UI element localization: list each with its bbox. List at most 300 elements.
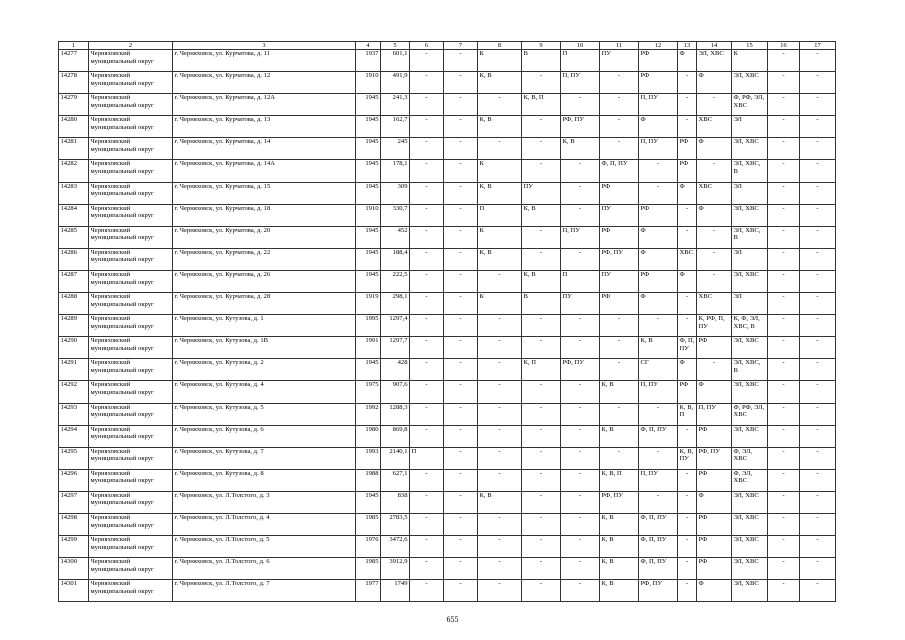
col-11-cell: - (600, 138, 639, 160)
registry-sheet (58, 41, 836, 602)
col-12-cell: Ф (639, 226, 678, 248)
district-cell: Черняховский муниципальный округ (89, 425, 173, 447)
col-12-cell: РФ (639, 270, 678, 292)
col-6-cell: - (410, 270, 444, 292)
year-built-cell: 1976 (356, 536, 381, 558)
record-number-cell: 14281 (59, 138, 89, 160)
record-number-cell: 14279 (59, 94, 89, 116)
col-7-cell: - (444, 536, 478, 558)
address-cell: г. Черняховск, ул. Курчатова, д. 14А (173, 160, 356, 182)
col-14-cell: Ф (697, 381, 732, 403)
col-16-cell: - (768, 160, 800, 182)
record-number-cell: 14292 (59, 381, 89, 403)
col-16-cell: - (768, 580, 800, 602)
col-16-cell: - (768, 94, 800, 116)
col-15-cell: Ф, РФ, ЭЛ, ХВС (732, 403, 768, 425)
area-cell: 869,8 (381, 425, 410, 447)
col-8-cell: К, В (478, 248, 522, 270)
col-13-cell: - (678, 513, 697, 535)
col-17-cell: - (800, 359, 836, 381)
col-11-cell: - (600, 72, 639, 94)
col-16-cell: - (768, 293, 800, 315)
district-cell: Черняховский муниципальный округ (89, 293, 173, 315)
col-17-cell: - (800, 204, 836, 226)
col-11-cell: - (600, 447, 639, 469)
table-row (59, 359, 836, 381)
col-15-cell: ЭЛ, ХВС (732, 491, 768, 513)
column-number-header: 13 (678, 42, 697, 50)
year-built-cell: 1945 (356, 248, 381, 270)
col-6-cell: - (410, 469, 444, 491)
year-built-cell: 1975 (356, 381, 381, 403)
col-9-cell: В (522, 50, 561, 72)
col-9-cell: - (522, 491, 561, 513)
col-6-cell: - (410, 359, 444, 381)
col-7-cell: - (444, 204, 478, 226)
table-row (59, 248, 836, 270)
col-13-cell: - (678, 580, 697, 602)
record-number-cell: 14301 (59, 580, 89, 602)
district-cell: Черняховский муниципальный округ (89, 204, 173, 226)
col-12-cell: - (639, 315, 678, 337)
address-cell: г. Черняховск, ул. Кутузова, д. 1В (173, 337, 356, 359)
col-8-cell: - (478, 469, 522, 491)
col-12-cell: Ф, П, ПУ (639, 558, 678, 580)
col-9-cell: К, В (522, 204, 561, 226)
col-14-cell: К, РФ, П, ПУ (697, 315, 732, 337)
col-8-cell: - (478, 558, 522, 580)
col-13-cell: К, В, П (678, 403, 697, 425)
table-row (59, 204, 836, 226)
col-12-cell: - (639, 447, 678, 469)
col-17-cell: - (800, 226, 836, 248)
col-14-cell: Ф (697, 580, 732, 602)
col-11-cell: РФ (600, 226, 639, 248)
col-16-cell: - (768, 138, 800, 160)
district-cell: Черняховский муниципальный округ (89, 270, 173, 292)
col-7-cell: - (444, 580, 478, 602)
col-9-cell: - (522, 580, 561, 602)
col-17-cell: - (800, 248, 836, 270)
year-built-cell: 1945 (356, 116, 381, 138)
column-number-header: 4 (356, 42, 381, 50)
table-row (59, 469, 836, 491)
area-cell: 1297,7 (381, 337, 410, 359)
col-17-cell: - (800, 337, 836, 359)
col-8-cell: - (478, 315, 522, 337)
col-17-cell: - (800, 72, 836, 94)
record-number-cell: 14278 (59, 72, 89, 94)
col-12-cell: Ф (639, 248, 678, 270)
col-10-cell: РФ, ПУ (561, 116, 600, 138)
col-13-cell: Ф, П, ПУ (678, 337, 697, 359)
district-cell: Черняховский муниципальный округ (89, 381, 173, 403)
address-cell: г. Черняховск, ул. Курчатова, д. 26 (173, 270, 356, 292)
table-row (59, 138, 836, 160)
table-row (59, 116, 836, 138)
record-number-cell: 14284 (59, 204, 89, 226)
col-14-cell: - (697, 248, 732, 270)
district-cell: Черняховский муниципальный округ (89, 580, 173, 602)
col-15-cell: ЭЛ, ХВС (732, 337, 768, 359)
col-13-cell: - (678, 425, 697, 447)
col-10-cell: П, ПУ (561, 72, 600, 94)
col-14-cell: РФ (697, 425, 732, 447)
district-cell: Черняховский муниципальный округ (89, 226, 173, 248)
area-cell: 241,3 (381, 94, 410, 116)
col-7-cell: - (444, 160, 478, 182)
col-15-cell: ЭЛ, ХВС (732, 381, 768, 403)
year-built-cell: 1945 (356, 491, 381, 513)
col-15-cell: ЭЛ (732, 182, 768, 204)
year-built-cell: 1993 (356, 447, 381, 469)
area-cell: 601,1 (381, 50, 410, 72)
year-built-cell: 1945 (356, 160, 381, 182)
address-cell: г. Черняховск, ул. Курчатова, д. 13 (173, 116, 356, 138)
col-17-cell: - (800, 469, 836, 491)
col-11-cell: К, В (600, 425, 639, 447)
col-8-cell: - (478, 138, 522, 160)
col-10-cell: - (561, 491, 600, 513)
table-row (59, 226, 836, 248)
col-16-cell: - (768, 315, 800, 337)
area-cell: 245 (381, 138, 410, 160)
table-row (59, 447, 836, 469)
col-11-cell: - (600, 116, 639, 138)
col-8-cell: П (478, 204, 522, 226)
col-14-cell: П, ПУ (697, 403, 732, 425)
col-7-cell: - (444, 513, 478, 535)
year-built-cell: 1980 (356, 425, 381, 447)
table-row (59, 558, 836, 580)
col-6-cell: - (410, 138, 444, 160)
col-14-cell: РФ (697, 536, 732, 558)
address-cell: г. Черняховск, ул. Л.Толстого, д. 3 (173, 491, 356, 513)
record-number-cell: 14294 (59, 425, 89, 447)
col-17-cell: - (800, 580, 836, 602)
area-cell: 298,1 (381, 293, 410, 315)
col-16-cell: - (768, 337, 800, 359)
column-number-row (59, 42, 836, 50)
col-7-cell: - (444, 72, 478, 94)
col-13-cell: - (678, 94, 697, 116)
col-10-cell: - (561, 580, 600, 602)
col-8-cell: - (478, 447, 522, 469)
table-row (59, 293, 836, 315)
col-17-cell: - (800, 116, 836, 138)
col-13-cell: - (678, 226, 697, 248)
col-16-cell: - (768, 270, 800, 292)
col-11-cell: Ф, П, ПУ (600, 160, 639, 182)
year-built-cell: 1945 (356, 226, 381, 248)
col-13-cell: Ф (678, 50, 697, 72)
record-number-cell: 14289 (59, 315, 89, 337)
address-cell: г. Черняховск, ул. Курчатова, д. 15 (173, 182, 356, 204)
address-cell: г. Черняховск, ул. Кутузова, д. 2 (173, 359, 356, 381)
col-11-cell: К, В (600, 580, 639, 602)
col-13-cell: - (678, 204, 697, 226)
registry-table-body (59, 50, 836, 602)
address-cell: г. Черняховск, ул. Кутузова, д. 8 (173, 469, 356, 491)
col-8-cell: К, В (478, 116, 522, 138)
area-cell: 222,5 (381, 270, 410, 292)
district-cell: Черняховский муниципальный округ (89, 403, 173, 425)
column-number-header: 10 (561, 42, 600, 50)
col-17-cell: - (800, 381, 836, 403)
col-9-cell: - (522, 447, 561, 469)
col-15-cell: ЭЛ, ХВС, В (732, 226, 768, 248)
col-17-cell: - (800, 270, 836, 292)
col-13-cell: - (678, 558, 697, 580)
col-8-cell: - (478, 403, 522, 425)
col-6-cell: - (410, 558, 444, 580)
col-9-cell: - (522, 116, 561, 138)
col-11-cell: РФ, ПУ (600, 248, 639, 270)
column-number-header: 12 (639, 42, 678, 50)
col-8-cell: - (478, 337, 522, 359)
table-row (59, 182, 836, 204)
record-number-cell: 14288 (59, 293, 89, 315)
col-13-cell: ХВС (678, 248, 697, 270)
col-9-cell: К, В (522, 270, 561, 292)
col-17-cell: - (800, 50, 836, 72)
district-cell: Черняховский муниципальный округ (89, 469, 173, 491)
col-15-cell: ЭЛ, ХВС (732, 138, 768, 160)
col-17-cell: - (800, 293, 836, 315)
col-6-cell: - (410, 381, 444, 403)
col-7-cell: - (444, 447, 478, 469)
record-number-cell: 14287 (59, 270, 89, 292)
column-number-header: 3 (173, 42, 356, 50)
table-row (59, 315, 836, 337)
area-cell: 1297,4 (381, 315, 410, 337)
area-cell: 428 (381, 359, 410, 381)
col-16-cell: - (768, 403, 800, 425)
col-13-cell: Ф (678, 182, 697, 204)
col-15-cell: ЭЛ, ХВС (732, 513, 768, 535)
column-number-header: 8 (478, 42, 522, 50)
col-9-cell: - (522, 513, 561, 535)
col-6-cell: - (410, 72, 444, 94)
col-16-cell: - (768, 116, 800, 138)
col-15-cell: ЭЛ, ХВС, В (732, 160, 768, 182)
record-number-cell: 14297 (59, 491, 89, 513)
col-15-cell: ЭЛ, ХВС (732, 270, 768, 292)
col-12-cell: РФ (639, 72, 678, 94)
record-number-cell: 14282 (59, 160, 89, 182)
year-built-cell: 1991 (356, 337, 381, 359)
col-12-cell: - (639, 160, 678, 182)
area-cell: 309 (381, 182, 410, 204)
address-cell: г. Черняховск, ул. Курчатова, д. 18 (173, 204, 356, 226)
col-8-cell: - (478, 425, 522, 447)
col-9-cell: - (522, 337, 561, 359)
table-row (59, 337, 836, 359)
col-6-cell: - (410, 204, 444, 226)
col-16-cell: - (768, 469, 800, 491)
address-cell: г. Черняховск, ул. Кутузова, д. 6 (173, 425, 356, 447)
district-cell: Черняховский муниципальный округ (89, 447, 173, 469)
col-6-cell: - (410, 403, 444, 425)
col-16-cell: - (768, 226, 800, 248)
record-number-cell: 14299 (59, 536, 89, 558)
col-14-cell: Ф (697, 491, 732, 513)
col-7-cell: - (444, 116, 478, 138)
col-15-cell: ЭЛ (732, 293, 768, 315)
col-16-cell: - (768, 447, 800, 469)
col-14-cell: РФ (697, 558, 732, 580)
col-10-cell: - (561, 558, 600, 580)
table-row (59, 536, 836, 558)
col-8-cell: К (478, 293, 522, 315)
area-cell: 838 (381, 491, 410, 513)
year-built-cell: 1919 (356, 293, 381, 315)
area-cell: 2783,5 (381, 513, 410, 535)
record-number-cell: 14298 (59, 513, 89, 535)
year-built-cell: 1910 (356, 204, 381, 226)
table-row (59, 403, 836, 425)
col-6-cell: - (410, 116, 444, 138)
year-built-cell: 1945 (356, 138, 381, 160)
year-built-cell: 1992 (356, 403, 381, 425)
address-cell: г. Черняховск, ул. Кутузова, д. 4 (173, 381, 356, 403)
col-9-cell: - (522, 403, 561, 425)
col-14-cell: ХВС (697, 116, 732, 138)
col-12-cell: К, В (639, 337, 678, 359)
column-number-header: 2 (89, 42, 173, 50)
col-8-cell: - (478, 270, 522, 292)
col-12-cell: - (639, 403, 678, 425)
col-17-cell: - (800, 536, 836, 558)
col-13-cell: К, В, ПУ (678, 447, 697, 469)
column-number-header: 6 (410, 42, 444, 50)
col-6-cell: - (410, 425, 444, 447)
col-11-cell: ПУ (600, 204, 639, 226)
col-17-cell: - (800, 447, 836, 469)
area-cell: 1288,3 (381, 403, 410, 425)
record-number-cell: 14285 (59, 226, 89, 248)
col-7-cell: - (444, 381, 478, 403)
year-built-cell: 1985 (356, 513, 381, 535)
col-10-cell: - (561, 94, 600, 116)
col-6-cell: - (410, 248, 444, 270)
year-built-cell: 1995 (356, 315, 381, 337)
col-6-cell: - (410, 226, 444, 248)
year-built-cell: 1945 (356, 182, 381, 204)
col-12-cell: Ф, П, ПУ (639, 425, 678, 447)
col-16-cell: - (768, 425, 800, 447)
column-number-header: 15 (732, 42, 768, 50)
col-12-cell: СГ (639, 359, 678, 381)
col-13-cell: РФ (678, 138, 697, 160)
col-12-cell: П, ПУ (639, 381, 678, 403)
col-7-cell: - (444, 337, 478, 359)
col-9-cell: К, В, П (522, 94, 561, 116)
address-cell: г. Черняховск, ул. Л.Толстого, д. 5 (173, 536, 356, 558)
col-12-cell: П, ПУ (639, 469, 678, 491)
col-17-cell: - (800, 160, 836, 182)
col-7-cell: - (444, 359, 478, 381)
col-7-cell: - (444, 558, 478, 580)
table-row (59, 94, 836, 116)
col-11-cell: - (600, 315, 639, 337)
address-cell: г. Черняховск, ул. Курчатова, д. 14 (173, 138, 356, 160)
col-16-cell: - (768, 558, 800, 580)
col-9-cell: ПУ (522, 182, 561, 204)
col-8-cell: - (478, 381, 522, 403)
col-16-cell: - (768, 536, 800, 558)
col-16-cell: - (768, 72, 800, 94)
col-10-cell: - (561, 425, 600, 447)
col-10-cell: РФ, ПУ (561, 359, 600, 381)
col-13-cell: Ф (678, 359, 697, 381)
col-14-cell: РФ, ПУ (697, 447, 732, 469)
col-13-cell: - (678, 315, 697, 337)
table-row (59, 270, 836, 292)
record-number-cell: 14295 (59, 447, 89, 469)
area-cell: 491,9 (381, 72, 410, 94)
col-17-cell: - (800, 425, 836, 447)
col-8-cell: К (478, 226, 522, 248)
col-13-cell: РФ (678, 160, 697, 182)
district-cell: Черняховский муниципальный округ (89, 558, 173, 580)
col-13-cell: - (678, 116, 697, 138)
col-15-cell: К (732, 50, 768, 72)
area-cell: 2140,1 (381, 447, 410, 469)
col-15-cell: Ф, ЭЛ, ХВС (732, 447, 768, 469)
district-cell: Черняховский муниципальный округ (89, 72, 173, 94)
table-row (59, 580, 836, 602)
col-16-cell: - (768, 513, 800, 535)
col-10-cell: - (561, 403, 600, 425)
col-17-cell: - (800, 558, 836, 580)
record-number-cell: 14286 (59, 248, 89, 270)
table-row (59, 425, 836, 447)
area-cell: 3472,6 (381, 536, 410, 558)
col-9-cell: - (522, 558, 561, 580)
col-16-cell: - (768, 381, 800, 403)
col-10-cell: - (561, 536, 600, 558)
col-9-cell: - (522, 536, 561, 558)
col-15-cell: ЭЛ (732, 116, 768, 138)
col-9-cell: - (522, 381, 561, 403)
record-number-cell: 14280 (59, 116, 89, 138)
record-number-cell: 14283 (59, 182, 89, 204)
year-built-cell: 1977 (356, 580, 381, 602)
district-cell: Черняховский муниципальный округ (89, 50, 173, 72)
year-built-cell: 1937 (356, 50, 381, 72)
col-9-cell: В (522, 293, 561, 315)
col-14-cell: РФ (697, 469, 732, 491)
col-6-cell: - (410, 513, 444, 535)
column-number-header: 14 (697, 42, 732, 50)
col-16-cell: - (768, 491, 800, 513)
address-cell: г. Черняховск, ул. Курчатова, д. 22 (173, 248, 356, 270)
col-8-cell: К, В (478, 72, 522, 94)
col-12-cell: РФ (639, 204, 678, 226)
address-cell: г. Черняховск, ул. Кутузова, д. 1 (173, 315, 356, 337)
col-14-cell: - (697, 359, 732, 381)
district-cell: Черняховский муниципальный округ (89, 116, 173, 138)
col-7-cell: - (444, 403, 478, 425)
col-15-cell: К, Ф, ЭЛ, ХВС, В (732, 315, 768, 337)
area-cell: 3912,9 (381, 558, 410, 580)
col-9-cell: - (522, 160, 561, 182)
area-cell: 188,4 (381, 248, 410, 270)
col-10-cell: - (561, 447, 600, 469)
col-10-cell: - (561, 513, 600, 535)
col-11-cell: - (600, 359, 639, 381)
